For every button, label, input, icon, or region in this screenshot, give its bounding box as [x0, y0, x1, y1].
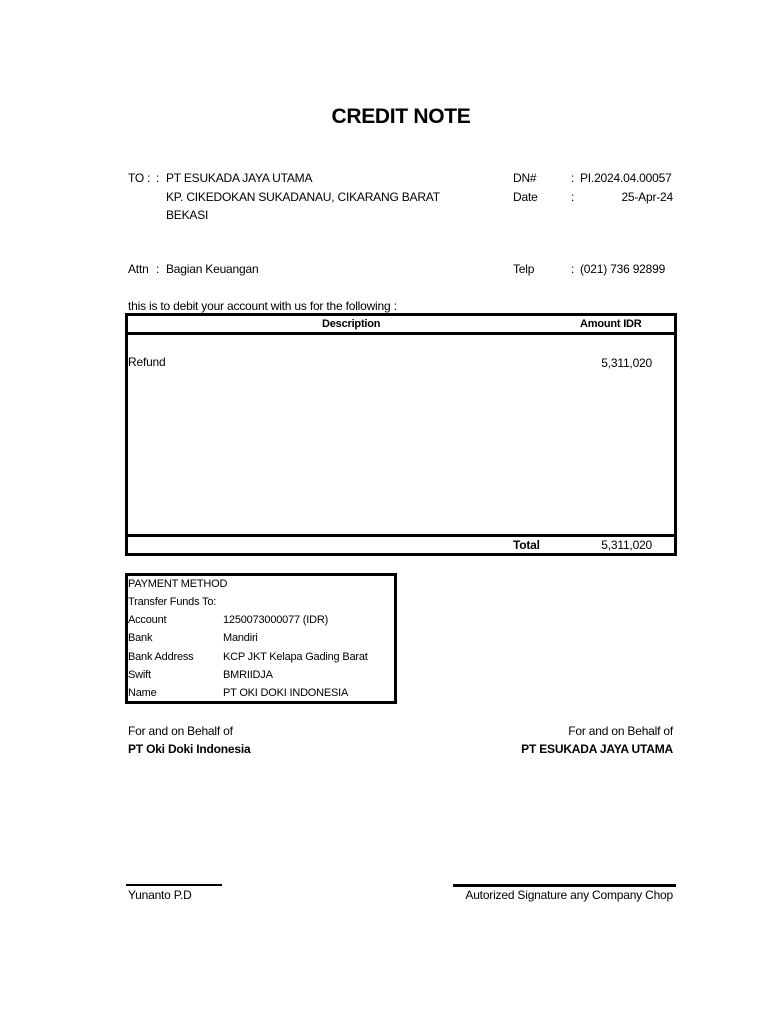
telp-value: (021) 736 92899 [580, 262, 666, 276]
total-label: Total [513, 538, 540, 552]
date-value: 25-Apr-24 [621, 190, 673, 204]
telp-label: Telp [513, 262, 535, 276]
header-divider [125, 332, 677, 335]
left-company-name: PT Oki Doki Indonesia [128, 742, 251, 756]
account-label: Account [128, 614, 167, 626]
attn-colon: : [156, 262, 160, 276]
header-description: Description [322, 318, 381, 330]
name-label: Name [128, 687, 157, 699]
payment-subheading: Transfer Funds To: [128, 596, 217, 608]
recipient-address-line1: KP. CIKEDOKAN SUKADANAU, CIKARANG BARAT [166, 190, 440, 204]
swift-value: BMRIIDJA [223, 669, 273, 681]
document-title: CREDIT NOTE [331, 105, 471, 128]
to-label: TO : [128, 171, 151, 185]
payment-box-border [125, 573, 397, 704]
total-value: 5,311,020 [601, 538, 652, 552]
bank-address-label: Bank Address [128, 651, 194, 663]
total-divider [125, 534, 677, 537]
attn-label: Attn [128, 262, 149, 276]
dn-colon: : [571, 171, 575, 185]
right-company-name: PT ESUKADA JAYA UTAMA [521, 742, 673, 756]
bank-address-value: KCP JKT Kelapa Gading Barat [223, 651, 368, 663]
account-value: 1250073000077 (IDR) [223, 614, 329, 626]
header-amount: Amount IDR [580, 318, 642, 330]
bank-value: Mandiri [223, 632, 258, 644]
date-colon: : [571, 190, 575, 204]
name-value: PT OKI DOKI INDONESIA [223, 687, 349, 699]
intro-text: this is to debit your account with us for the following : [128, 299, 397, 313]
right-behalf-text: For and on Behalf of [568, 724, 673, 738]
dn-value: PI.2024.04.00057 [580, 171, 672, 185]
recipient-address-line2: BEKASI [166, 208, 209, 222]
swift-label: Swift [128, 669, 151, 681]
left-signature-line [126, 884, 222, 886]
items-table-border [125, 313, 677, 556]
recipient-name: PT ESUKADA JAYA UTAMA [166, 171, 313, 185]
right-signature-line [453, 884, 676, 887]
attn-value: Bagian Keuangan [166, 262, 259, 276]
row-amount: 5,311,020 [601, 356, 652, 370]
to-colon: : [156, 171, 160, 185]
payment-heading: PAYMENT METHOD [128, 578, 228, 590]
telp-colon: : [571, 262, 575, 276]
dn-label: DN# [513, 171, 537, 185]
left-signer-name: Yunanto P.D [128, 888, 192, 902]
right-signer-caption: Autorized Signature any Company Chop [465, 888, 673, 902]
left-behalf-text: For and on Behalf of [128, 724, 233, 738]
date-label: Date [513, 190, 538, 204]
bank-label: Bank [128, 632, 153, 644]
row-description: Refund [128, 355, 166, 369]
